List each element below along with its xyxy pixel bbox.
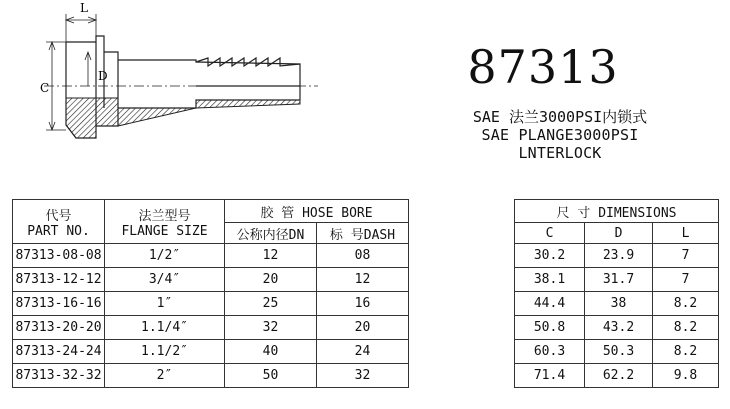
cell-dn: 12: [225, 244, 317, 268]
cell-c: 71.4: [515, 364, 585, 388]
header-dn: 公称内径DN: [225, 223, 317, 244]
cell-c: 30.2: [515, 244, 585, 268]
cell-flange: 1.1/2″: [105, 340, 225, 364]
cell-dash: 20: [317, 316, 409, 340]
header-dash: 标 号DASH: [317, 223, 409, 244]
table-gap: [409, 292, 515, 316]
table-row: [13, 340, 719, 364]
cell-c: 38.1: [515, 268, 585, 292]
cell-dn: 25: [225, 292, 317, 316]
cell-d: 31.7: [585, 268, 653, 292]
cell-d: 23.9: [585, 244, 653, 268]
cell-part: 87313-16-16: [13, 292, 105, 316]
subtitle-english: SAE PLANGE3000PSI LNTERLOCK: [481, 126, 639, 162]
table-row: [13, 292, 719, 316]
cell-c: 60.3: [515, 340, 585, 364]
model-number: 87313: [467, 40, 619, 94]
fitting-drawing: [0, 0, 340, 160]
cell-d: 43.2: [585, 316, 653, 340]
cell-l: 8.2: [653, 316, 719, 340]
cell-dash: 32: [317, 364, 409, 388]
dim-label-l: L: [80, 1, 88, 15]
cell-dn: 40: [225, 340, 317, 364]
table-gap: [409, 364, 515, 388]
table-row: [13, 268, 719, 292]
cell-flange: 1/2″: [105, 244, 225, 268]
header-l: L: [653, 223, 719, 244]
cell-l: 7: [653, 268, 719, 292]
cell-dn: 50: [225, 364, 317, 388]
cell-dash: 24: [317, 340, 409, 364]
cell-d: 50.3: [585, 340, 653, 364]
table-gap: [409, 244, 515, 268]
table-gap: [409, 200, 515, 244]
table-header-row: [13, 200, 719, 223]
header-dimensions: 尺 寸 DIMENSIONS: [515, 200, 719, 223]
table-gap: [409, 268, 515, 292]
cell-l: 7: [653, 244, 719, 268]
header-flange-size: 法兰型号 FLANGE SIZE: [105, 200, 225, 244]
cell-dn: 20: [225, 268, 317, 292]
table-gap: [409, 316, 515, 340]
cell-l: 9.8: [653, 364, 719, 388]
spec-table: [12, 199, 719, 388]
cell-dn: 32: [225, 316, 317, 340]
table-row: [13, 244, 719, 268]
cell-dash: 16: [317, 292, 409, 316]
table-row: [13, 316, 719, 340]
cell-flange: 1.1/4″: [105, 316, 225, 340]
subtitle-chinese: SAE 法兰3000PSI内锁式: [472, 108, 648, 126]
cell-flange: 2″: [105, 364, 225, 388]
table-gap: [409, 340, 515, 364]
cell-c: 44.4: [515, 292, 585, 316]
cell-d: 38: [585, 292, 653, 316]
dim-label-d: D: [98, 69, 108, 83]
cell-c: 50.8: [515, 316, 585, 340]
cell-part: 87313-20-20: [13, 316, 105, 340]
cell-part: 87313-08-08: [13, 244, 105, 268]
header-d: D: [585, 223, 653, 244]
header-hose-bore: 胶 管 HOSE BORE: [225, 200, 409, 223]
cell-l: 8.2: [653, 340, 719, 364]
header-c: C: [515, 223, 585, 244]
cell-d: 62.2: [585, 364, 653, 388]
cell-dash: 12: [317, 268, 409, 292]
cell-part: 87313-12-12: [13, 268, 105, 292]
cell-part: 87313-24-24: [13, 340, 105, 364]
cell-part: 87313-32-32: [13, 364, 105, 388]
cell-flange: 1″: [105, 292, 225, 316]
header-part-no: 代号 PART NO.: [13, 200, 105, 244]
cell-flange: 3/4″: [105, 268, 225, 292]
table-row: [13, 364, 719, 388]
dim-label-c: C: [40, 81, 50, 95]
cell-dash: 08: [317, 244, 409, 268]
cell-l: 8.2: [653, 292, 719, 316]
